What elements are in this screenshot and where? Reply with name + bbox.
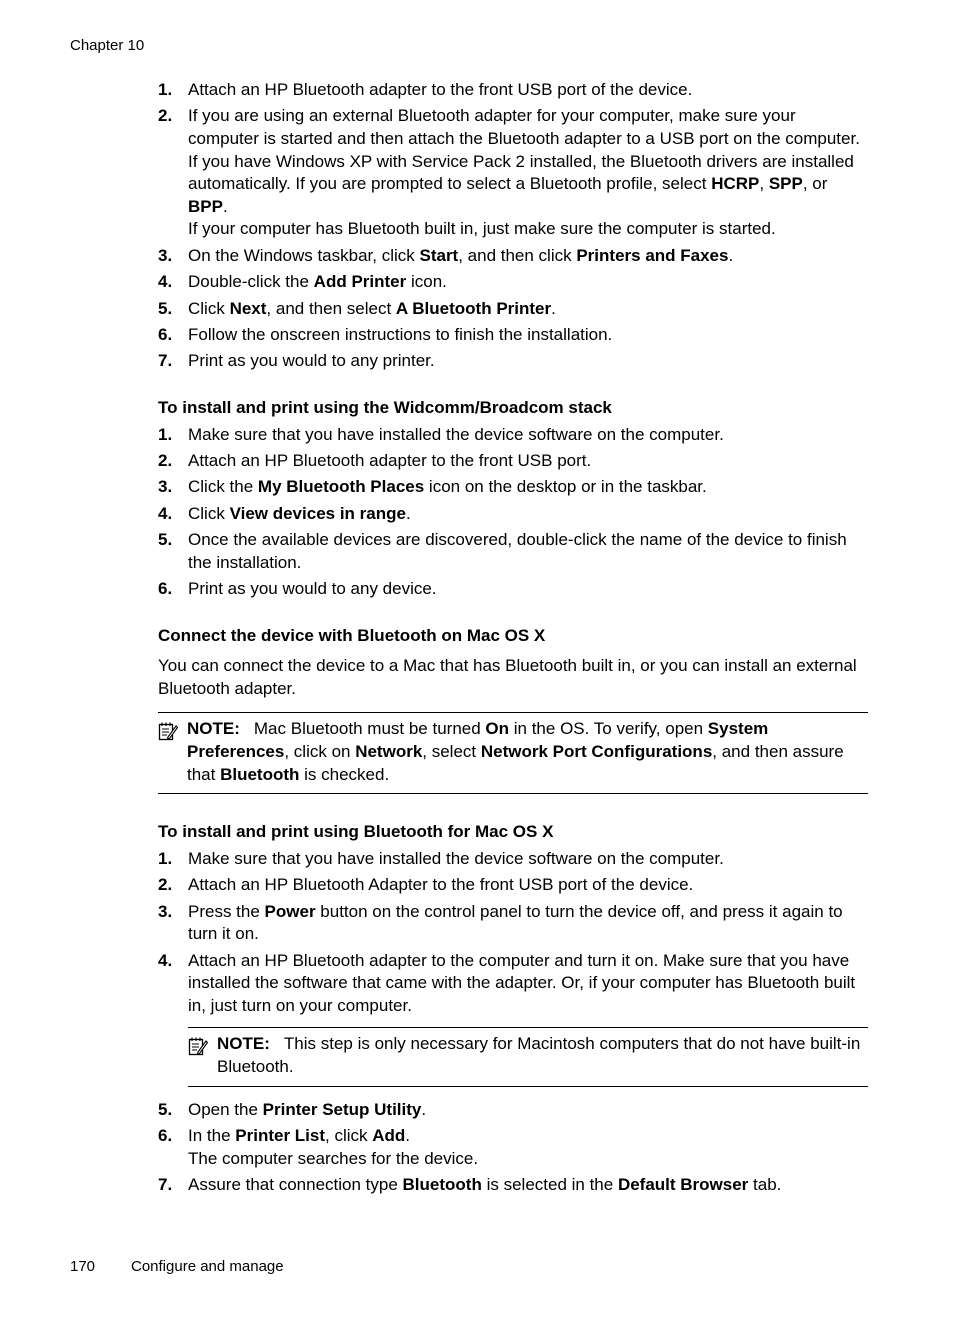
list-item — [158, 424, 868, 447]
step-text: , — [759, 174, 769, 194]
bold-term: My Bluetooth Places — [257, 477, 425, 497]
page-number: 170 — [70, 1258, 96, 1275]
note-label: NOTE: — [217, 1034, 270, 1054]
bold-term: BPP — [188, 196, 223, 216]
list-item — [158, 476, 868, 499]
step-text: . — [405, 503, 411, 523]
step-number: 3. — [158, 477, 173, 497]
list-item — [158, 950, 868, 1087]
step-text: If you are using an external Bluetooth adapter for your computer, make sure your computer is started and then attach the Bluetooth adapter to a USB port on the computer. If you have Windows XP with Service Pack 2 installed, the Bluetooth drivers are installed automatically. If you are prompted to select a Bluetooth profile, select — [188, 106, 860, 194]
step-text: . — [405, 1125, 411, 1145]
step-text: Assure that connection type — [188, 1174, 403, 1194]
step-subtext: If your computer has Bluetooth built in, just make sure the computer is started. — [188, 219, 776, 239]
list-item — [158, 79, 868, 102]
bold-term: Network — [355, 742, 423, 762]
step-text: Print as you would to any printer. — [188, 351, 435, 371]
windows-bluetooth-steps — [158, 79, 868, 373]
step-number: 5. — [158, 298, 173, 318]
bold-term: Printer List — [235, 1125, 326, 1145]
note-text: is checked. — [299, 764, 390, 784]
step-text: button on the control panel to turn the device off, and press it again to turn it on. — [188, 901, 843, 944]
step-text: Attach an HP Bluetooth adapter to the front USB port. — [188, 450, 592, 470]
step-subtext: The computer searches for the device. — [188, 1148, 479, 1168]
step-text: Click the — [188, 477, 258, 497]
mac-install-steps — [158, 848, 868, 1197]
bold-term: Network Port Configurations — [480, 742, 713, 762]
step-number: 2. — [158, 106, 173, 126]
mac-intro-paragraph: You can connect the device to a Mac that has Bluetooth built in, or you can install an external Bluetooth adapter. — [158, 656, 857, 698]
bold-term: Bluetooth — [402, 1174, 482, 1194]
step-text: , and then select — [266, 298, 396, 318]
step-text: Once the available devices are discovered, double-click the name of the device to finish the installation. — [188, 530, 847, 572]
step-text: , click — [325, 1125, 373, 1145]
step-number: 4. — [158, 272, 173, 292]
list-item — [158, 350, 868, 373]
bold-term: Default Browser — [617, 1174, 749, 1194]
step-text: Click — [188, 298, 230, 318]
step-number: 6. — [158, 1125, 173, 1145]
bold-term: Next — [229, 298, 267, 318]
list-item — [158, 1174, 868, 1197]
step-text: Attach an HP Bluetooth adapter to the front USB port of the device. — [188, 80, 693, 99]
bold-term: SPP — [768, 174, 803, 194]
step-text: . — [222, 196, 228, 216]
step-text: icon. — [406, 272, 447, 292]
step-text: , or — [802, 174, 828, 194]
bold-term: Power — [264, 901, 316, 921]
list-item — [158, 1099, 868, 1122]
step-text: Make sure that you have installed the device software on the computer. — [188, 848, 724, 868]
step-text: icon on the desktop or in the taskbar. — [424, 477, 707, 497]
list-item — [158, 105, 868, 241]
step-number: 7. — [158, 351, 173, 371]
step-text: tab. — [748, 1174, 782, 1194]
step-text: Attach an HP Bluetooth adapter to the computer and turn it on. Make sure that you have installed the software that came with the adapter. Or, if your computer has Bluetooth built in, just turn on your computer. — [188, 950, 856, 1015]
step-text: . — [421, 1099, 427, 1119]
bold-term: Bluetooth — [220, 764, 300, 784]
list-item — [158, 324, 868, 347]
list-item — [158, 529, 868, 574]
note-box — [158, 712, 868, 794]
note-text: Mac Bluetooth must be turned — [253, 719, 486, 739]
chapter-header: Chapter 10 — [70, 37, 145, 54]
step-number: 4. — [158, 503, 173, 523]
step-number: 3. — [158, 901, 173, 921]
step-text: Attach an HP Bluetooth Adapter to the front USB port of the device. — [188, 875, 694, 895]
step-text: Print as you would to any device. — [188, 579, 437, 599]
page-footer — [70, 1258, 284, 1275]
page-content — [158, 79, 868, 1200]
bold-term: Start — [419, 245, 459, 265]
step-text: Make sure that you have installed the device software on the computer. — [188, 424, 724, 444]
step-text: , and then click — [458, 245, 577, 265]
note-label: NOTE: — [187, 719, 240, 739]
bold-term: On — [485, 719, 510, 739]
note-text: This step is only necessary for Macintosh computers that do not have built-in Bluetooth. — [217, 1034, 861, 1076]
list-item — [158, 1125, 868, 1170]
step-number: 2. — [158, 450, 173, 470]
list-item — [158, 450, 868, 473]
note-text: , click on — [284, 742, 356, 762]
step-number: 1. — [158, 848, 173, 868]
list-item — [158, 503, 868, 526]
widcomm-steps — [158, 424, 868, 601]
step-text: On the Windows taskbar, click — [188, 245, 420, 265]
bold-term: System Preferences — [187, 719, 769, 762]
section-heading-mac-install: To install and print using Bluetooth for Mac OS X — [158, 822, 554, 842]
footer-section-title: Configure and manage — [131, 1258, 284, 1275]
list-item — [158, 901, 868, 946]
bold-term: Add — [372, 1125, 406, 1145]
bold-term: Printer Setup Utility — [262, 1099, 422, 1119]
step-number: 2. — [158, 875, 173, 895]
note-icon — [188, 1036, 208, 1056]
step-number: 5. — [158, 1099, 173, 1119]
step-text: In the — [188, 1125, 236, 1145]
step-text: Follow the onscreen instructions to finish the installation. — [188, 324, 613, 344]
list-item — [158, 578, 868, 601]
step-text: Click — [188, 503, 230, 523]
list-item — [158, 874, 868, 897]
step-text: Double-click the — [188, 272, 314, 292]
list-item — [158, 298, 868, 321]
list-item — [158, 848, 868, 871]
step-number: 3. — [158, 245, 173, 265]
bold-term: Add Printer — [313, 272, 407, 292]
note-text: in the OS. To verify, open — [509, 719, 708, 739]
step-text: is selected in the — [481, 1174, 618, 1194]
step-number: 4. — [158, 950, 173, 970]
bold-term: HCRP — [711, 174, 760, 194]
step-number: 1. — [158, 80, 173, 99]
step-number: 7. — [158, 1174, 173, 1194]
bold-term: View devices in range — [229, 503, 406, 523]
bold-term: A Bluetooth Printer — [395, 298, 552, 318]
step-number: 6. — [158, 324, 173, 344]
note-text: , and then assure that — [187, 742, 844, 784]
note-icon — [158, 721, 178, 741]
step-text: Open the — [188, 1099, 263, 1119]
step-number: 6. — [158, 579, 173, 599]
step-number: 5. — [158, 530, 173, 550]
section-heading-mac: Connect the device with Bluetooth on Mac OS X — [158, 625, 546, 645]
note-box — [188, 1027, 868, 1086]
list-item — [158, 271, 868, 294]
step-text: . — [551, 298, 556, 318]
bold-term: Printers and Faxes — [576, 245, 729, 265]
section-heading-widcomm: To install and print using the Widcomm/Broadcom stack — [158, 397, 612, 417]
step-number: 1. — [158, 424, 173, 444]
step-text: Press the — [188, 901, 265, 921]
list-item — [158, 245, 868, 268]
note-text: , select — [422, 742, 481, 762]
step-text: . — [728, 245, 734, 265]
